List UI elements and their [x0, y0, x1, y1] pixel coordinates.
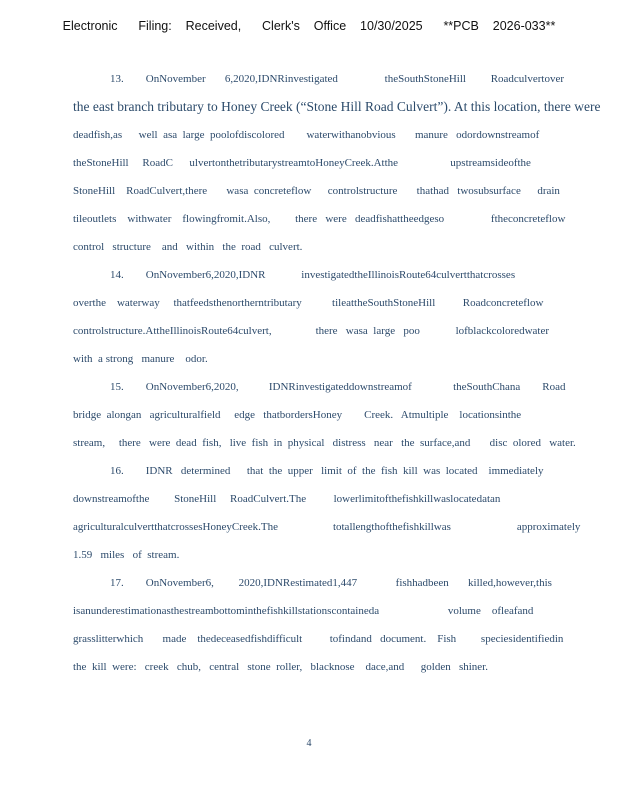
- page-number: 4: [306, 738, 312, 749]
- paragraph-line: controlstructure.AttheIllinoisRoute64culvert, there wasa large poo lofblackcoloredwater: [73, 325, 550, 337]
- document-body: [73, 70, 601, 686]
- paragraph-line: control structure and within the road culvert.: [73, 241, 303, 253]
- paragraph-line: overthe waterway thatfeedsthenortherntributary tileattheSouthStoneHill Roadconcreteflow: [73, 297, 544, 309]
- paragraph-line: with a strong manure odor.: [73, 353, 208, 365]
- paragraph-line: grasslitterwhich made thedeceasedfishdifficult tofindand document. Fish speciesidentifiedin: [73, 633, 564, 645]
- paragraph-first-line: 14. OnNovember6,2020,IDNR investigatedtheIllinoisRoute64culvertthatcrosses: [110, 269, 516, 281]
- paragraph-line: tileoutlets withwater flowingfromit.Also, there were deadfishattheedgeso ftheconcreteflow: [73, 213, 566, 225]
- paragraph-line: bridge alongan agriculturalfield edge thatbordersHoney Creek. Atmultiple locationsinthe: [73, 409, 522, 421]
- paragraph-first-line: 16. IDNR determined that the upper limit of the fish kill was located immediately: [110, 465, 544, 477]
- paragraph-line: StoneHill RoadCulvert,there wasa concreteflow controlstructure thathad twosubsurface drain: [73, 185, 560, 197]
- paragraph-line: stream, there were dead fish, live fish in physical distress near the surface,and disc olored water.: [73, 437, 576, 449]
- paragraph-line: isanunderestimationasthestreambottominthefishkillstationscontaineda volume ofleafand: [73, 605, 534, 617]
- paragraph-line: the kill were: creek chub, central stone roller, blacknose dace,and golden shiner.: [73, 661, 488, 673]
- filing-header: Electronic Filing: Received, Clerk's Office 10/30/2025 **PCB 2026-033**: [62, 19, 556, 33]
- paragraph-line: downstreamofthe StoneHill RoadCulvert.The lowerlimitofthefishkillwaslocatedatan: [73, 493, 501, 505]
- paragraph-line: theStoneHill RoadC ulvertonthetributarystreamtoHoneyCreek.Atthe upstreamsideofthe: [73, 157, 531, 169]
- paragraph-line: 1.59 miles of stream.: [73, 549, 180, 561]
- paragraph-first-line: 17. OnNovember6, 2020,IDNRestimated1,447 fishhadbeen killed,however,this: [110, 577, 552, 589]
- paragraph-first-line: 13. OnNovember 6,2020,IDNRinvestigated theSouthStoneHill Roadculvertover: [110, 73, 564, 85]
- paragraph-line: agriculturalculvertthatcrossesHoneyCreek.The totallengthofthefishkillwas approximately: [73, 521, 581, 533]
- paragraph-line: deadfish,as well asa large poolofdiscolored waterwithanobvious manure odordownstreamof: [73, 129, 540, 141]
- paragraph-line: the east branch tributary to Honey Creek (“Stone Hill Road Culvert”). At this location, there were: [73, 99, 601, 114]
- paragraph-first-line: 15. OnNovember6,2020, IDNRinvestigateddownstreamof theSouthChana Road: [110, 381, 566, 393]
